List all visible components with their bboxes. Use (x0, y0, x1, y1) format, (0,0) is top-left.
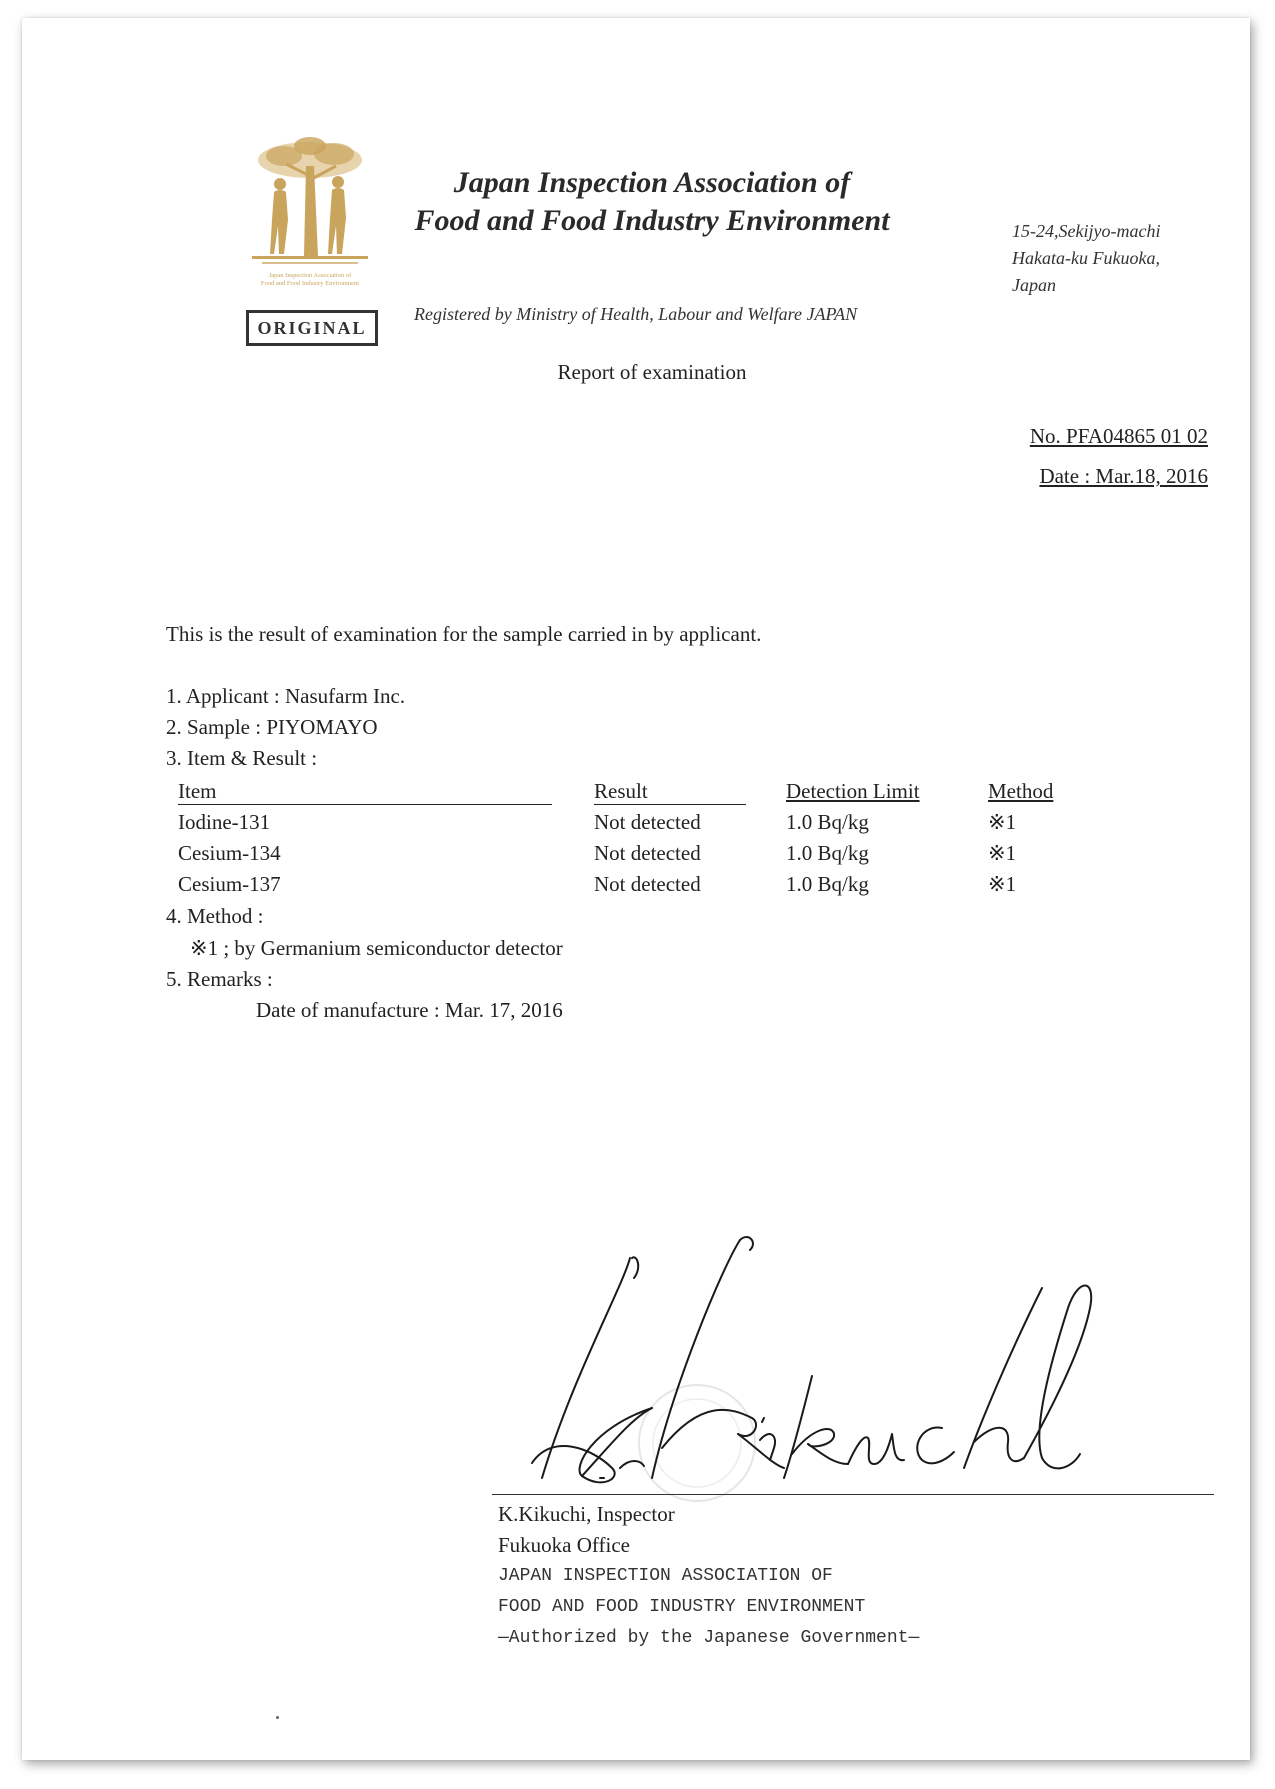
table-row-limit: 1.0 Bq/kg (786, 841, 869, 865)
address (1012, 218, 1192, 299)
address-line3: Japan (1012, 275, 1056, 295)
speck (276, 1716, 279, 1719)
inspector-name: K.Kikuchi, Inspector (498, 1502, 675, 1526)
method-note: ※1 ; by Germanium semiconductor detector (190, 936, 563, 960)
organization-name (382, 164, 922, 240)
table-row-result: Not detected (594, 841, 701, 865)
association-line2: FOOD AND FOOD INDUSTRY ENVIRONMENT (498, 1597, 866, 1617)
office-name: Fukuoka Office (498, 1533, 630, 1557)
table-header-result: Result (594, 778, 746, 805)
org-name-line2: Food and Food Industry Environment (414, 204, 890, 237)
report-title: Report of examination (557, 360, 747, 384)
address-line1: 15-24,Sekijyo-machi (1012, 221, 1161, 241)
table-row-item: Cesium-137 (178, 872, 281, 896)
applicant-line: 1. Applicant : Nasufarm Inc. (166, 684, 406, 708)
handwritten-signature (512, 1228, 1152, 1498)
table-header-method: Method (988, 779, 1054, 803)
table-row-method: ※1 (988, 872, 1017, 896)
address-line2: Hakata-ku Fukuoka, (1012, 248, 1160, 268)
item-result-heading: 3. Item & Result : (166, 746, 318, 770)
table-header-item: Item (178, 778, 552, 805)
report-number: No. PFA04865 01 02 (1029, 424, 1208, 448)
method-heading: 4. Method : (166, 904, 264, 928)
table-row-item: Iodine-131 (178, 810, 271, 834)
intro-text: This is the result of examination for the sample carried in by applicant. (166, 622, 762, 646)
table-row-limit: 1.0 Bq/kg (786, 872, 869, 896)
certificate-page (22, 18, 1250, 1760)
table-row-result: Not detected (594, 810, 701, 834)
logo-caption-line1: Japan Inspection Association of (268, 272, 352, 279)
authorization-note: —Authorized by the Japanese Government— (498, 1628, 920, 1648)
table-row-method: ※1 (988, 810, 1017, 834)
signature-line (492, 1494, 1214, 1495)
association-logo (222, 136, 398, 294)
org-name-line1: Japan Inspection Association of (453, 166, 851, 199)
logo-caption-line2: Food and Food Industry Environment (260, 280, 360, 287)
association-line1: JAPAN INSPECTION ASSOCIATION OF (498, 1566, 833, 1586)
report-date: Date : Mar.18, 2016 (1039, 464, 1208, 488)
table-row-result: Not detected (594, 872, 701, 896)
table-row-item: Cesium-134 (178, 841, 281, 865)
registration-note: Registered by Ministry of Health, Labour and Welfare JAPAN (414, 304, 858, 324)
table-header-limit: Detection Limit (786, 779, 920, 803)
original-stamp: ORIGINAL (246, 310, 378, 346)
table-row-method: ※1 (988, 841, 1017, 865)
sample-line: 2. Sample : PIYOMAYO (166, 715, 378, 739)
remarks-heading: 5. Remarks : (166, 967, 273, 991)
table-row-limit: 1.0 Bq/kg (786, 810, 869, 834)
tree-figures-icon (234, 136, 386, 272)
manufacture-date: Date of manufacture : Mar. 17, 2016 (256, 998, 563, 1022)
